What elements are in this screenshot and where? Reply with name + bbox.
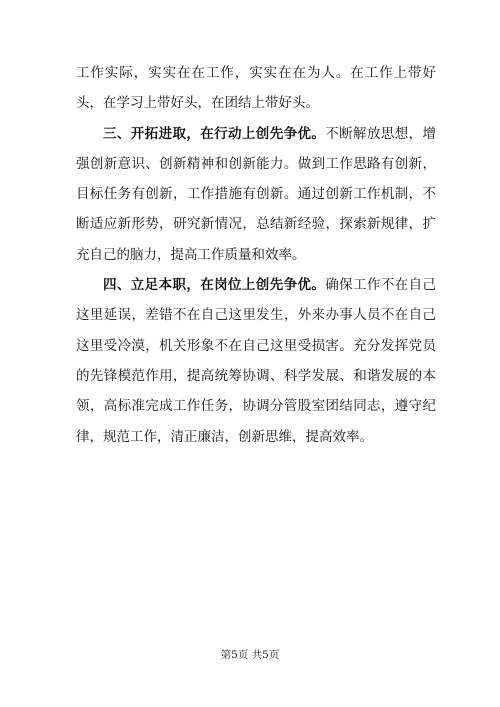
paragraph-text: 确保工作不在自己这里延误，差错不在自己这里发生，外来办事人员不在自己这里受冷漠，机关形象不在自己这里受损害。充分发挥党员的先锋模范作用，提高统筹协调、科学发展、和谐发展的本领，高标准完成工作任务，协调分管股室团结同志，遵守纪律，规范工作，清正廉洁，创新思维，提高效率。 [76,277,437,445]
page-number: 第5页 共5页 [220,649,280,661]
section-heading: 三、开拓进取，在行动上创先争优。 [103,125,326,142]
paragraph-text: 不断解放思想，增强创新意识、创新精神和创新能力。做到工作思路有创新，目标任务有创新，工作措施有创新。通过创新工作机制，不断适应新形势，研究新情况，总结新经验，探索新规律，扩充自己的脑力，提高工作质量和效率。 [76,125,437,263]
document-body [76,58,436,452]
paragraph-text: 工作实际，实实在在工作，实实在在为人。在工作上带好头，在学习上带好头，在团结上带好头。 [76,65,436,112]
section-heading: 四、立足本职，在岗位上创先争优。 [103,277,326,294]
page-footer [0,647,500,662]
paragraph-continuation [76,58,436,119]
paragraph-section-three [76,119,436,270]
paragraph-section-four [76,270,436,452]
